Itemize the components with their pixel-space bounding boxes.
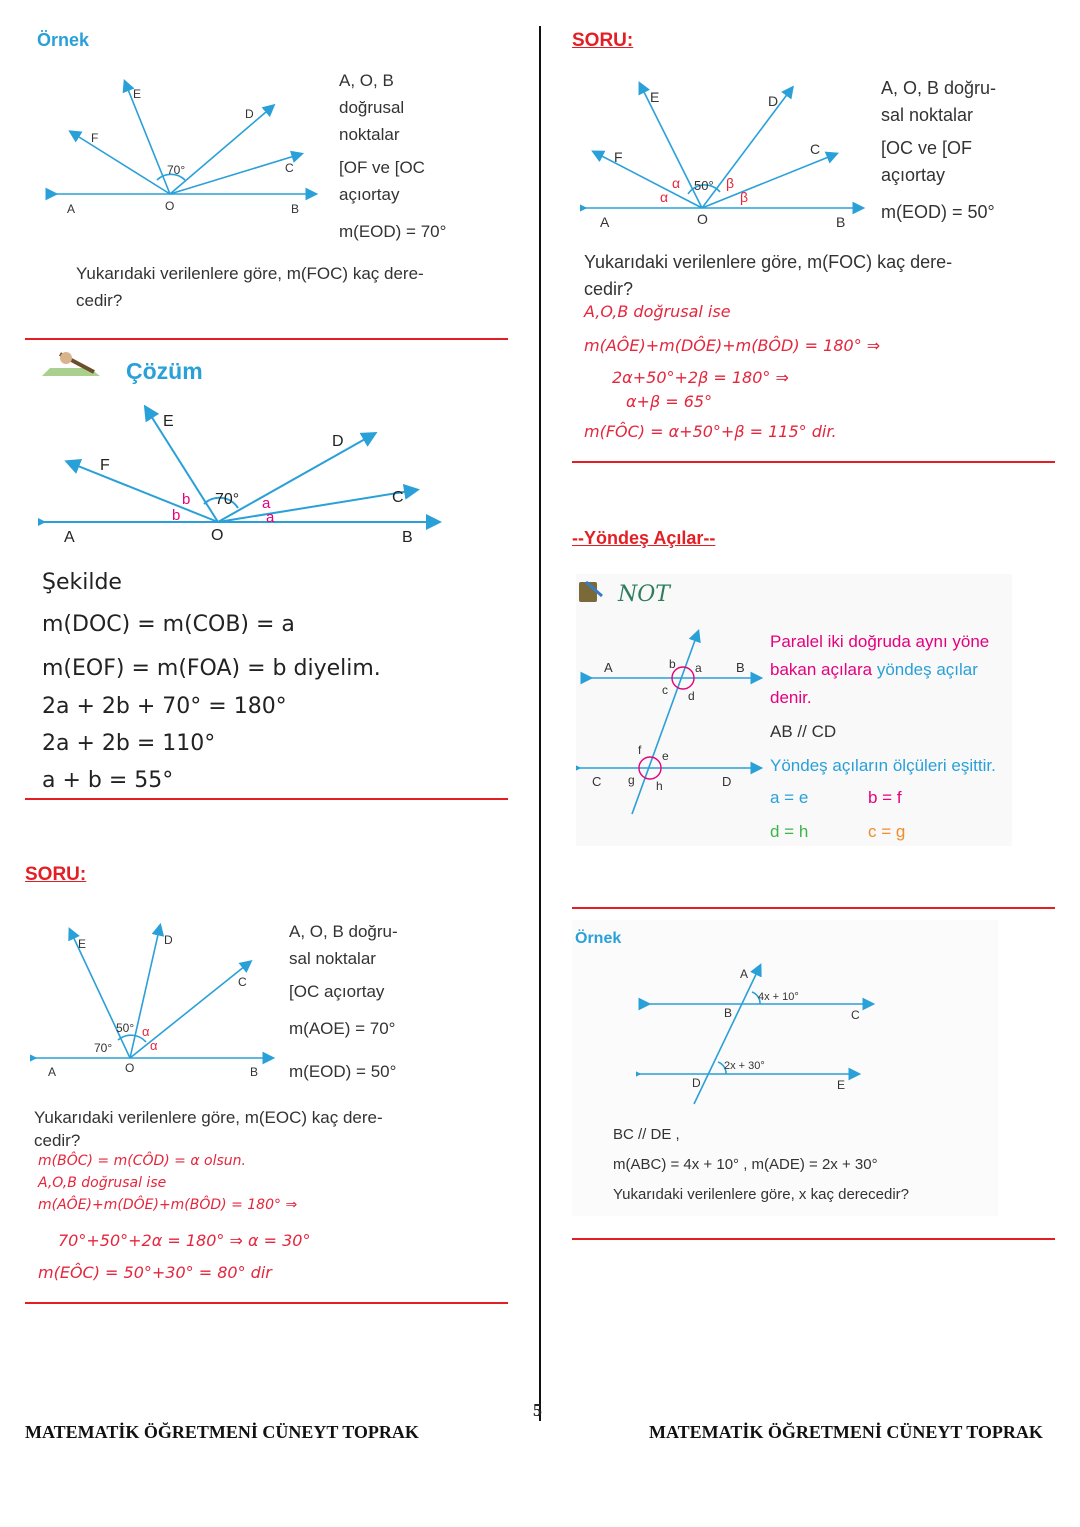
- cozum-b2: b: [172, 507, 181, 524]
- divider: [572, 907, 1055, 909]
- ornek1-question: [76, 260, 424, 314]
- given-line: m(EOD) = 50°: [881, 202, 995, 222]
- soru1-alpha2: α: [660, 189, 669, 205]
- note-line: denir.: [770, 688, 812, 707]
- soru1-beta1: β: [726, 175, 735, 191]
- divider: [572, 1238, 1055, 1240]
- soru2-figure: [30, 920, 280, 1080]
- note-eq: b = f: [868, 788, 902, 807]
- ornek2-label-D: D: [692, 1076, 701, 1090]
- question-line: cedir?: [34, 1131, 81, 1150]
- ornek2-label-A: A: [740, 967, 749, 981]
- yondes-label-C: C: [592, 774, 602, 789]
- soru1-label-F: F: [614, 149, 623, 165]
- soru2-label-C: C: [238, 975, 247, 989]
- yondes-label-a: a: [695, 661, 702, 675]
- cozum-a2: a: [266, 509, 275, 526]
- cozum-angle: 70°: [215, 491, 240, 508]
- cozum-figure: [38, 400, 448, 550]
- yondes-label-f: f: [638, 743, 642, 757]
- note-line: Yöndeş açıların ölçüleri eşittir.: [770, 756, 996, 775]
- given-line: m(EOD) = 50°: [289, 1062, 397, 1081]
- note-title: NOT: [618, 582, 670, 607]
- given-line: sal noktalar: [881, 105, 974, 125]
- given-line: [OF ve [OC: [339, 158, 425, 177]
- soru1-question: [584, 249, 952, 303]
- soru2-given: [289, 918, 398, 1085]
- ornek1-label-C: C: [285, 161, 294, 175]
- soru1-heading: SORU:: [572, 30, 634, 51]
- scroll-icon: [576, 578, 606, 608]
- given-line: açıortay: [339, 185, 400, 204]
- yondes-figure: [576, 626, 766, 826]
- question-line: Yukarıdaki verilenlere göre, m(FOC) kaç dere-: [76, 264, 424, 283]
- solution-line: 2a + 2b = 110°: [42, 731, 216, 756]
- cozum-heading: Çözüm: [126, 358, 203, 384]
- ornek2-line: Yukarıdaki verilenlere göre, x kaç derecedir?: [613, 1186, 909, 1203]
- yondes-label-D: D: [722, 774, 732, 789]
- ornek2-angle-top: 4x + 10°: [758, 991, 799, 1003]
- footer-right: MATEMATİK ÖĞRETMENİ CÜNEYT TOPRAK: [649, 1422, 1043, 1442]
- solution-line: a + b = 55°: [42, 768, 174, 793]
- cozum-label-A: A: [64, 529, 75, 546]
- given-line: sal noktalar: [289, 949, 376, 968]
- soru2-alpha2: α: [150, 1038, 158, 1053]
- soru1-label-B: B: [836, 214, 846, 230]
- note-eq: a = e: [770, 788, 809, 807]
- yondes-label-h: h: [656, 779, 663, 793]
- divider: [25, 798, 508, 800]
- divider: [25, 1302, 508, 1304]
- hand-line: m(FÔC) = α+50°+β = 115° dir.: [584, 422, 837, 441]
- note-line: Paralel iki doğruda aynı yöne: [770, 632, 990, 651]
- cozum-label-F: F: [100, 457, 110, 474]
- ornek1-label-D: D: [245, 107, 254, 121]
- cozum-label-O: O: [211, 527, 224, 544]
- soru2-label-B: B: [250, 1065, 259, 1079]
- ornek2-angle-bottom: 2x + 30°: [724, 1060, 765, 1072]
- cozum-solution: [42, 570, 381, 805]
- soru1-alpha1: α: [672, 175, 681, 191]
- ornek1-label-A: A: [67, 202, 76, 216]
- cozum-label-D: D: [332, 433, 344, 450]
- soru2-angle-50: 50°: [116, 1021, 135, 1035]
- cozum-a1: a: [262, 495, 271, 512]
- ornek1-label-F: F: [91, 131, 99, 145]
- soru1-figure: [580, 76, 870, 236]
- hand-line: 70°+50°+2α = 180° ⇒ α = 30°: [58, 1231, 311, 1250]
- hand-line: 2α+50°+2β = 180° ⇒: [612, 368, 789, 387]
- divider: [572, 461, 1055, 463]
- soru2-handwritten: [38, 1153, 310, 1291]
- note-line: bakan açılara: [770, 660, 873, 679]
- yondes-label-c: c: [662, 683, 668, 697]
- ornek2-label-B: B: [724, 1006, 733, 1020]
- divider: [25, 338, 508, 340]
- hand-line: A,O,B doğrusal ise: [584, 302, 731, 321]
- question-line: Yukarıdaki verilenlere göre, m(EOC) kaç dere-: [34, 1108, 383, 1127]
- ornek1-heading: Örnek: [37, 30, 90, 50]
- soru2-label-E: E: [78, 937, 87, 951]
- given-line: A, O, B doğru-: [289, 922, 398, 941]
- cozum-b1: b: [182, 491, 191, 508]
- ornek1-figure: [45, 70, 335, 220]
- ornek2-line: m(ABC) = 4x + 10° , m(ADE) = 2x + 30°: [613, 1156, 878, 1173]
- soru2-heading: SORU:: [25, 864, 87, 885]
- yondes-heading: --Yöndeş Açılar--: [572, 528, 716, 548]
- soru1-label-A: A: [600, 214, 610, 230]
- soru2-label-A: A: [48, 1065, 57, 1079]
- soru1-beta2: β: [740, 189, 749, 205]
- soru1-label-D: D: [768, 93, 779, 109]
- given-line: m(AOE) = 70°: [289, 1019, 396, 1038]
- given-line: [OC ve [OF: [881, 138, 973, 158]
- column-divider: [539, 26, 541, 1421]
- question-line: cedir?: [584, 279, 634, 299]
- cozum-label-B: B: [402, 529, 413, 546]
- hand-line: m(EÔC) = 50°+30° = 80° dir: [38, 1263, 272, 1282]
- pencil-icon: [40, 346, 110, 382]
- soru2-alpha1: α: [142, 1024, 150, 1039]
- ornek1-label-O: O: [165, 199, 175, 213]
- ornek1-label-E: E: [133, 87, 142, 101]
- soru1-given: [881, 75, 996, 226]
- yondes-label-b: b: [669, 657, 676, 671]
- hand-line: α+β = 65°: [626, 392, 713, 411]
- hand-line: A,O,B doğrusal ise: [38, 1175, 167, 1191]
- hand-line: m(AÔE)+m(DÔE)+m(BÔD) = 180° ⇒: [584, 336, 881, 355]
- soru1-label-E: E: [650, 89, 660, 105]
- note-line: AB // CD: [770, 722, 837, 741]
- note-eq: d = h: [770, 822, 809, 841]
- solution-line: m(DOC) = m(COB) = a: [42, 612, 295, 637]
- ornek1-given: [339, 67, 446, 245]
- yondes-label-g: g: [628, 773, 635, 787]
- soru2-question: [34, 1104, 383, 1154]
- yondes-label-e: e: [662, 749, 669, 763]
- ornek2-text: [613, 1118, 909, 1212]
- ornek2-label-C: C: [851, 1008, 860, 1022]
- cozum-label-C: C: [392, 489, 404, 506]
- hand-line: m(BÔC) = m(CÔD) = α olsun.: [38, 1153, 246, 1169]
- solution-line: m(EOF) = m(FOA) = b diyelim.: [42, 656, 381, 681]
- given-line: [OC açıortay: [289, 982, 385, 1001]
- yondes-text: [770, 628, 1010, 846]
- ornek2-heading: Örnek: [575, 930, 622, 947]
- yondes-label-A: A: [604, 660, 613, 675]
- question-line: Yukarıdaki verilenlere göre, m(FOC) kaç dere-: [584, 252, 953, 272]
- ornek2-label-E: E: [837, 1078, 846, 1092]
- soru1-label-C: C: [810, 141, 821, 157]
- ornek1-angle: 70°: [167, 163, 186, 177]
- soru1-label-O: O: [697, 211, 708, 227]
- given-line: açıortay: [881, 165, 946, 185]
- question-line: cedir?: [76, 291, 123, 310]
- given-line: A, O, B doğru-: [881, 78, 997, 98]
- note-line: yöndeş açılar: [876, 660, 978, 679]
- solution-line: Şekilde: [42, 570, 122, 595]
- ornek1-label-B: B: [291, 202, 300, 216]
- yondes-label-B: B: [736, 660, 745, 675]
- page-number: 5: [533, 1400, 542, 1420]
- soru2-label-D: D: [164, 933, 173, 947]
- cozum-label-E: E: [163, 413, 174, 430]
- note-eq: c = g: [868, 822, 906, 841]
- soru2-label-O: O: [125, 1061, 135, 1075]
- soru1-angle: 50°: [694, 178, 714, 193]
- soru2-angle-70: 70°: [94, 1041, 113, 1055]
- given-line: m(EOD) = 70°: [339, 222, 447, 241]
- hand-line: m(AÔE)+m(DÔE)+m(BÔD) = 180° ⇒: [38, 1197, 298, 1213]
- solution-line: 2a + 2b + 70° = 180°: [42, 694, 287, 719]
- yondes-label-d: d: [688, 689, 695, 703]
- given-line: A, O, B: [339, 71, 394, 90]
- ornek2-line: BC // DE ,: [613, 1126, 680, 1143]
- note-box: [576, 574, 1012, 846]
- ornek2-figure: [636, 960, 886, 1110]
- given-line: noktalar: [339, 125, 400, 144]
- footer-left: MATEMATİK ÖĞRETMENİ CÜNEYT TOPRAK: [25, 1422, 419, 1442]
- soru1-handwritten: [584, 302, 880, 448]
- given-line: doğrusal: [339, 98, 405, 117]
